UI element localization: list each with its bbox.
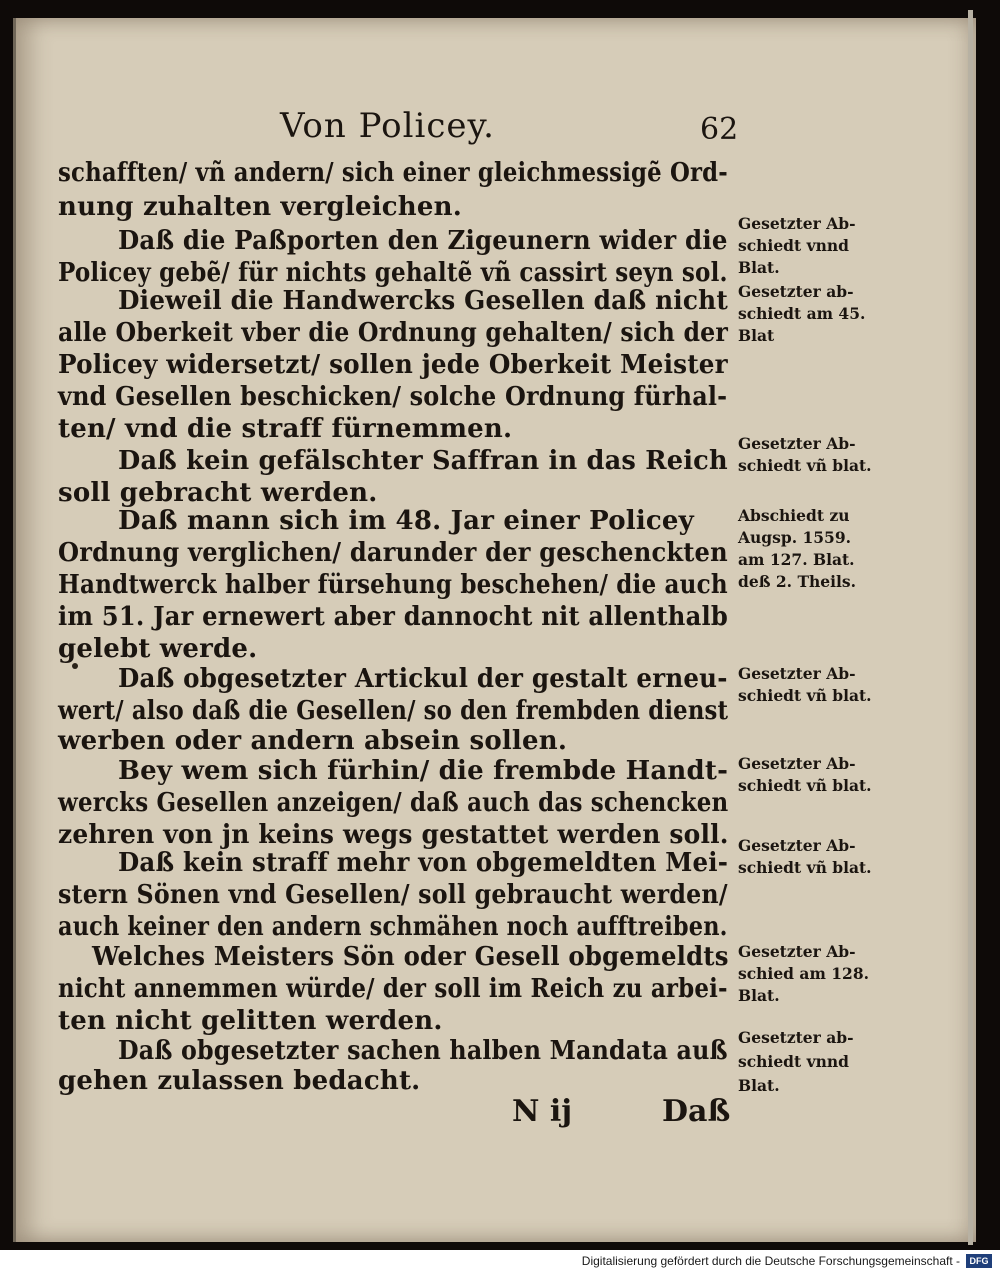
margin-note-line: Augsp. 1559. — [738, 528, 852, 547]
body-line: Ordnung verglichen/ darunder der geschenckten — [58, 538, 728, 568]
body-line: Daß kein straff mehr von obgemeldten Mei- — [118, 848, 729, 878]
body-line: Dieweil die Handwercks Gesellen daß nicht — [118, 286, 728, 316]
margin-note-line: Blat — [738, 326, 775, 345]
body-line: stern Sönen vnd Gesellen/ soll gebraucht werden/ — [58, 880, 728, 910]
body-line: Bey wem sich fürhin/ die frembde Handt- — [118, 756, 729, 786]
body-line: zehren von jn keins wegs gestattet werden soll. — [58, 820, 729, 850]
body-line: nung zuhalten vergleichen. — [58, 192, 462, 222]
body-line: nicht annemmen würde/ der soll im Reich zu arbei- — [58, 974, 728, 1004]
page-number: 62 — [700, 112, 739, 147]
body-line: wert/ also daß die Gesellen/ so den frembden dienst — [58, 696, 729, 726]
body-line: Welches Meisters Sön oder Gesell obgemeldts — [92, 942, 729, 972]
page-edge-strip — [968, 10, 973, 1245]
body-line: Daß die Paßporten den Zigeunern wider die — [118, 226, 728, 256]
margin-note-line: schied am 128. — [738, 964, 870, 983]
body-line: im 51. Jar ernewert aber dannocht nit allenthalb — [58, 602, 728, 632]
body-line: wercks Gesellen anzeigen/ daß auch das schencken — [58, 788, 729, 818]
margin-note-line: schiedt vñ blat. — [738, 686, 872, 705]
dfg-logo-icon: DFG — [966, 1254, 992, 1268]
body-line: Handtwerck halber fürsehung beschehen/ die auch — [58, 570, 728, 600]
margin-note-line: schiedt vnnd — [738, 236, 849, 255]
margin-note-line: schiedt vnnd — [738, 1052, 849, 1071]
margin-note-line: Gesetzter ab- — [738, 1028, 854, 1047]
body-line: werben oder andern absein sollen. — [58, 726, 568, 756]
body-line: alle Oberkeit vber die Ordnung gehalten/ sich der — [58, 318, 729, 348]
margin-note-line: Blat. — [738, 258, 780, 277]
margin-note-line: Gesetzter Ab- — [738, 434, 856, 453]
margin-note-line: Gesetzter ab- — [738, 282, 854, 301]
signature-mark: N ij — [512, 1094, 573, 1129]
body-line: ten nicht gelitten werden. — [58, 1006, 443, 1036]
body-line: Daß obgesetzter sachen halben Mandata auß — [118, 1036, 728, 1066]
body-line: gelebt werde. — [58, 634, 258, 664]
margin-note-line: Gesetzter Ab- — [738, 754, 856, 773]
margin-note-line: Blat. — [738, 1076, 780, 1095]
body-line: Daß kein gefälschter Saffran in das Reich — [118, 446, 728, 476]
funding-notice: Digitalisierung gefördert durch die Deutsche Forschungsgemeinschaft - — [581, 1254, 960, 1268]
running-title: Von Policey. — [280, 106, 495, 146]
margin-note-line: schiedt am 45. — [738, 304, 866, 323]
margin-note-line: schiedt vñ blat. — [738, 858, 872, 877]
body-line: ten/ vnd die straff fürnemmen. — [58, 414, 513, 444]
margin-note-line: schiedt vñ blat. — [738, 776, 872, 795]
catchword: Daß — [662, 1094, 731, 1129]
body-line: Policey gebẽ/ für nichts gehaltẽ vñ cassirt seyn sol. — [58, 258, 728, 288]
body-line: Daß mann sich im 48. Jar einer Policey — [118, 506, 694, 536]
body-line: Policey widersetzt/ sollen jede Oberkeit Meister — [58, 350, 728, 380]
body-line: gehen zulassen bedacht. — [58, 1066, 421, 1096]
body-line: soll gebracht werden. — [58, 478, 378, 508]
body-line: auch keiner den andern schmähen noch aufftreiben. — [58, 912, 728, 942]
margin-note-line: Gesetzter Ab- — [738, 836, 856, 855]
margin-note-line: Gesetzter Ab- — [738, 214, 856, 233]
margin-note-line: Gesetzter Ab- — [738, 942, 856, 961]
margin-note-line: deß 2. Theils. — [738, 572, 857, 591]
margin-note-line: Blat. — [738, 986, 780, 1005]
body-line: vnd Gesellen beschicken/ solche Ordnung fürhal- — [58, 382, 728, 412]
footer-bar — [0, 1250, 1000, 1273]
margin-note-line: am 127. Blat. — [738, 550, 855, 569]
margin-note-line: Gesetzter Ab- — [738, 664, 856, 683]
margin-note-line: schiedt vñ blat. — [738, 456, 872, 475]
margin-note-line: Abschiedt zu — [738, 506, 850, 525]
body-line: schafften/ vñ andern/ sich einer gleichmessigẽ Ord- — [58, 158, 728, 188]
body-line: Daß obgesetzter Artickul der gestalt erneu- — [118, 664, 728, 694]
